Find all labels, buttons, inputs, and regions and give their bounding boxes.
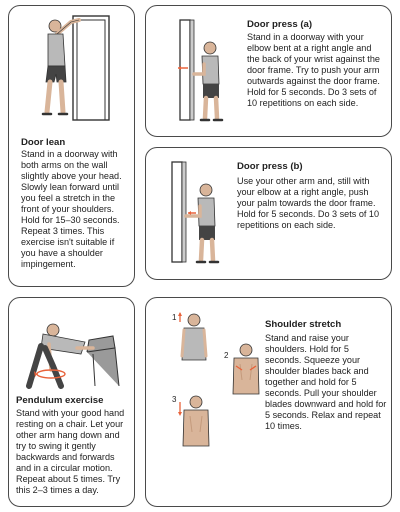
door-lean-text: Stand in a doorway with both arms on the wall slightly above your head. Slowly lean forward until you feel a stretch in the front of your shoulders. Hold for 15–30 seconds. Repeat 3 times. This exercise isn't suitable if you have a shoulder impingement. <box>21 149 122 269</box>
door-lean-card <box>8 5 135 287</box>
door-press-a-title: Door press (a) <box>247 19 313 30</box>
pendulum-text: Stand with your good hand resting on a chair. Let your other arm hang down and try to swing it gently backwards and forwards and in a circular motion. Repeat about 5 times. Try this 2–3 times a day. <box>16 408 125 495</box>
door-press-b-figure-icon <box>158 160 228 270</box>
pendulum-figure-icon <box>15 308 125 388</box>
step-number-1: 1 <box>172 313 177 322</box>
shoulder-stretch-card <box>145 297 392 507</box>
shoulder-stretch-title: Shoulder stretch <box>265 319 342 330</box>
shoulder-stretch-text: Stand and raise your shoulders. Hold for 5 seconds. Squeeze your shoulder blades back and together and hold for 5 seconds. Pull your shoulder blades downward and hold for 5 seconds. Relax and repeat 10 times. <box>265 333 387 431</box>
step-number-2: 2 <box>224 351 229 360</box>
door-press-b-text: Use your other arm and, still with your elbow at a right angle, push your palm towards the door frame. Hold for 5 seconds. Do 3 sets of 10 repetitions on each side. <box>237 176 380 230</box>
door-lean-title: Door lean <box>21 137 66 148</box>
door-press-a-figure-icon <box>166 18 236 128</box>
door-press-a-card <box>145 5 392 137</box>
step-number-3: 3 <box>172 395 177 404</box>
pendulum-title: Pendulum exercise <box>16 395 104 406</box>
door-press-b-title: Door press (b) <box>237 161 303 172</box>
door-press-a-text: Stand in a doorway with your elbow bent at a right angle and the back of your wrist against the door frame. Try to push your arm outwards against the door frame. Hold for 5 seconds. Do 3 sets of 10 repetitions on each side. <box>247 32 380 108</box>
shoulder-stretch-figures-icon <box>166 310 276 480</box>
door-lean-figure-icon <box>33 10 113 122</box>
pendulum-card <box>8 297 135 507</box>
door-press-b-card <box>145 147 392 280</box>
